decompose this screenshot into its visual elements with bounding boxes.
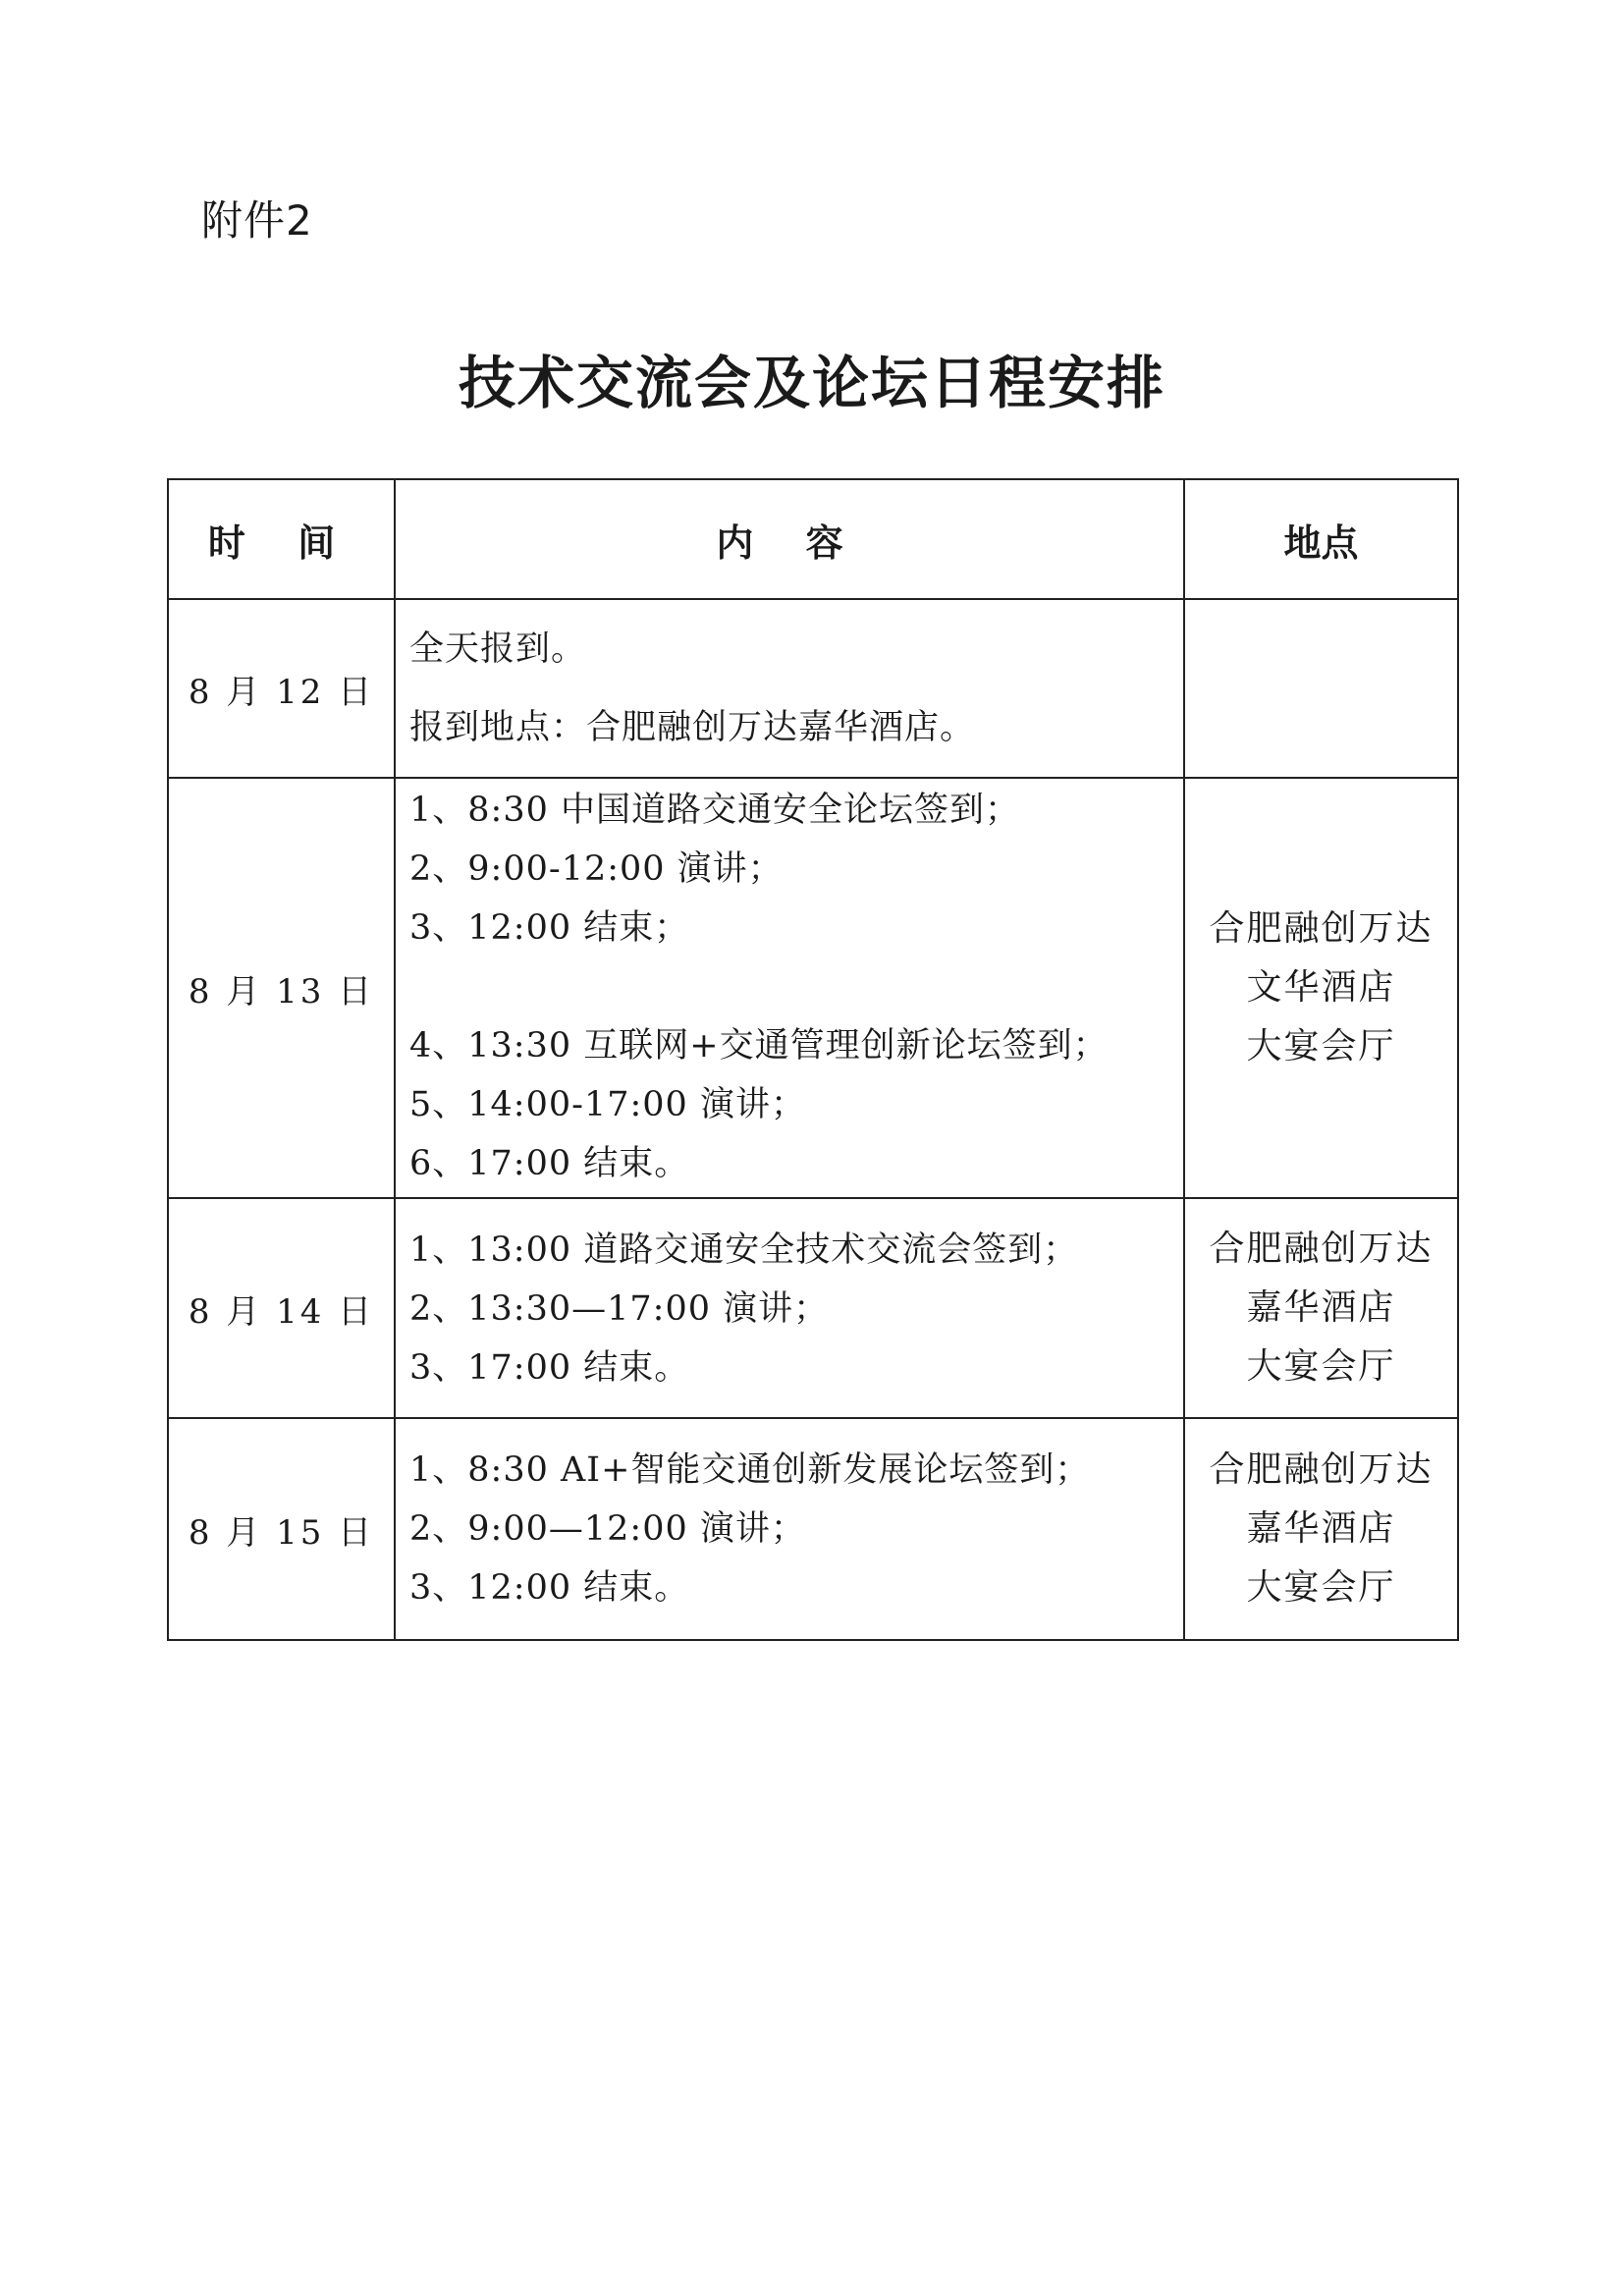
- content-line: 报到地点：合肥融创万达嘉华酒店。: [409, 708, 976, 747]
- date-cell: 8 月 13 日: [168, 778, 395, 1198]
- date-cell: 8 月 14 日: [168, 1198, 395, 1418]
- content-line: 6、17:00 结束。: [409, 1144, 690, 1183]
- content-cell: [395, 1198, 1184, 1418]
- place-line: 文华酒店: [1246, 967, 1396, 1008]
- content-gap: [409, 957, 1183, 1016]
- schedule-table: [167, 478, 1459, 1641]
- table-header-row: [168, 479, 1458, 599]
- place-cell: [1184, 1198, 1458, 1418]
- table-row: [168, 1198, 1458, 1418]
- content-cell: [395, 1418, 1184, 1640]
- content-line: 2、13:30—17:00 演讲；: [409, 1289, 830, 1329]
- place-line: 合肥融创万达: [1209, 1229, 1434, 1269]
- place-cell: [1184, 599, 1458, 778]
- place-cell: [1184, 1418, 1458, 1640]
- table-row: [168, 778, 1458, 1198]
- place-line: 合肥融创万达: [1209, 908, 1434, 949]
- content-line: 5、14:00-17:00 演讲；: [409, 1085, 806, 1124]
- attachment-label: 附件2: [201, 196, 313, 245]
- content-cell: [395, 778, 1184, 1198]
- header-time: 时 间: [168, 479, 395, 599]
- place-line: 大宴会厅: [1246, 1567, 1396, 1608]
- place-line: 大宴会厅: [1246, 1026, 1396, 1066]
- place-line: 嘉华酒店: [1246, 1287, 1396, 1328]
- header-place: 地点: [1184, 479, 1458, 599]
- place-line: 大宴会厅: [1246, 1346, 1396, 1387]
- content-line: 3、12:00 结束；: [409, 908, 690, 948]
- header-content: 内 容: [395, 479, 1184, 599]
- content-cell: [395, 599, 1184, 778]
- content-line: 3、17:00 结束。: [409, 1348, 690, 1388]
- content-line: 全天报到。: [409, 629, 587, 669]
- content-line: 3、12:00 结束。: [409, 1568, 690, 1608]
- content-line: 1、8:30 中国道路交通安全论坛签到；: [409, 791, 1020, 830]
- date-cell: 8 月 12 日: [168, 599, 395, 778]
- place-line: 嘉华酒店: [1246, 1508, 1396, 1549]
- date-cell: 8 月 15 日: [168, 1418, 395, 1640]
- place-cell: [1184, 778, 1458, 1198]
- page-title: 技术交流会及论坛日程安排: [458, 350, 1165, 416]
- table-row: [168, 1418, 1458, 1640]
- content-line: 4、13:30 互联网+交通管理创新论坛签到；: [409, 1026, 1109, 1066]
- table-row: [168, 599, 1458, 778]
- content-line: 1、13:00 道路交通安全技术交流会签到；: [409, 1230, 1079, 1270]
- content-line: 2、9:00-12:00 演讲；: [409, 849, 784, 889]
- content-line: 2、9:00—12:00 演讲；: [409, 1509, 806, 1549]
- place-line: 合肥融创万达: [1209, 1449, 1434, 1490]
- content-line: 1、8:30 AI+智能交通创新发展论坛签到；: [409, 1450, 1091, 1490]
